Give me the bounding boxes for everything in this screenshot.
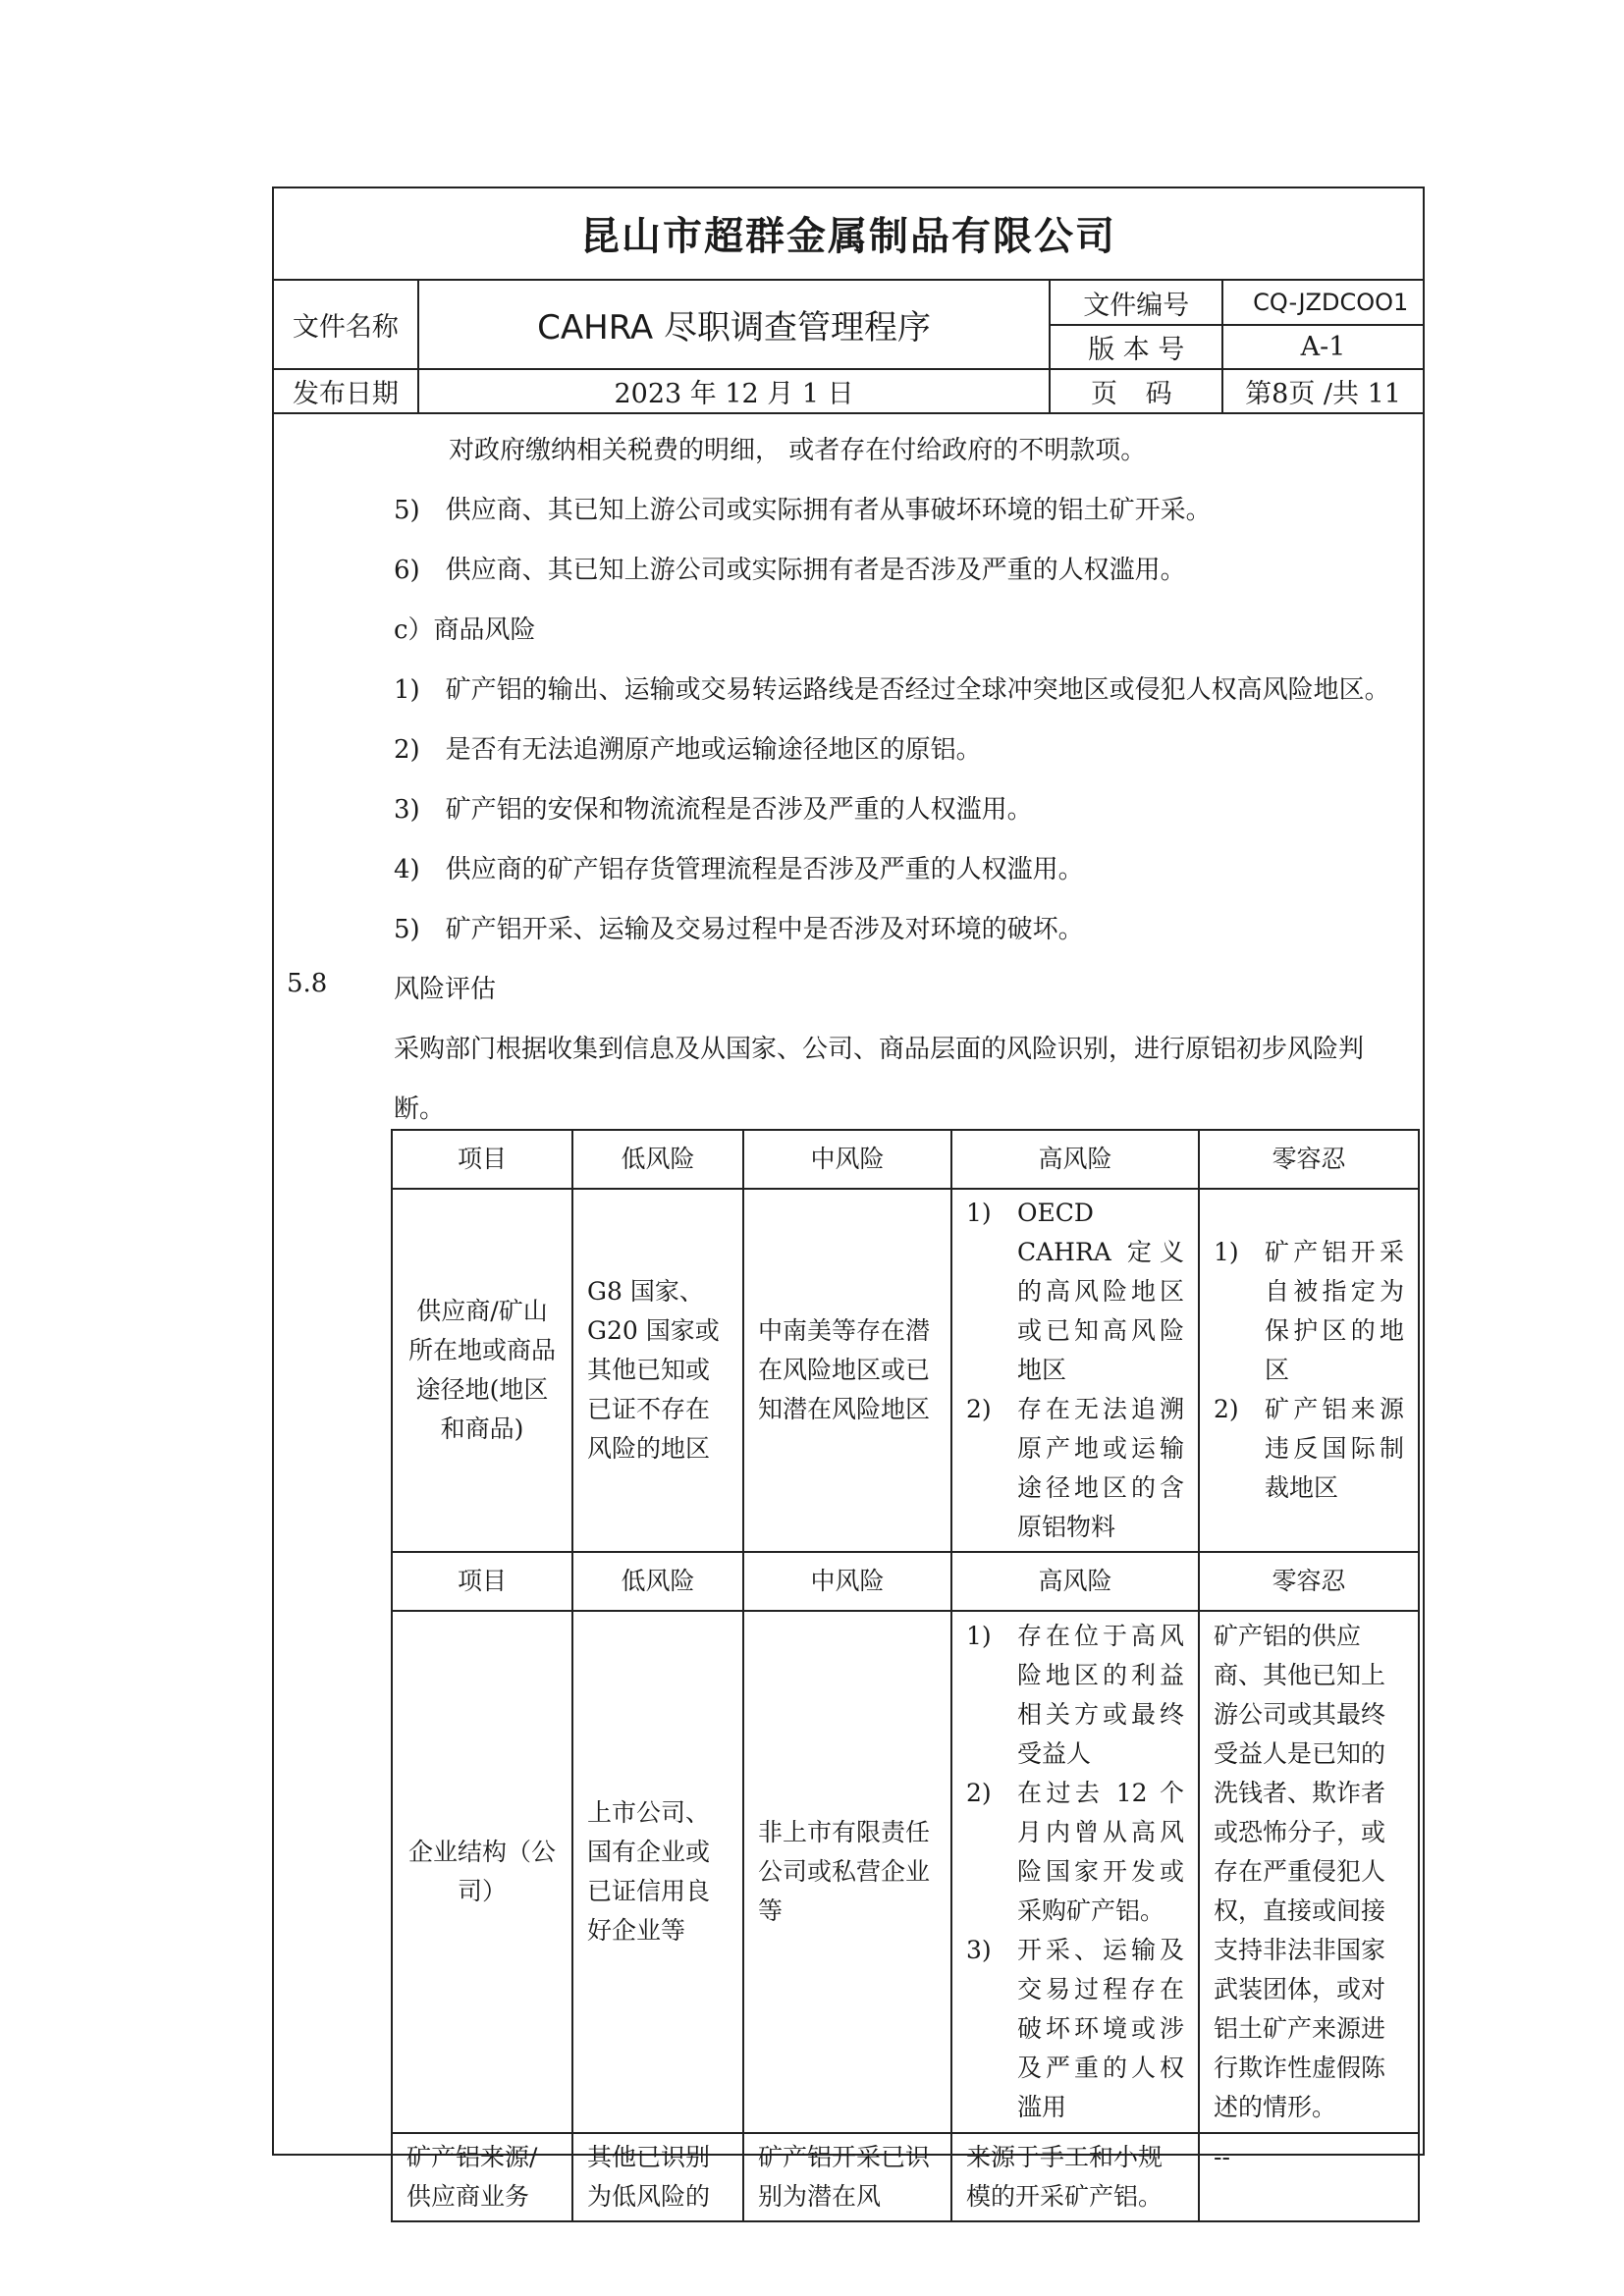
list-item: 2) 存在无法追溯原产地或运输途径地区的含原铝物料: [966, 1395, 1184, 1541]
high-risk-cell: 来源于手工和小规模的开采矿产铝。: [951, 2133, 1199, 2221]
column-header-zero-tolerance: 零容忍: [1199, 1130, 1419, 1189]
body-line: 4) 供应商的矿产铝存货管理流程是否涉及严重的人权滥用。: [394, 855, 1084, 884]
column-header-high-risk: 高风险: [951, 1552, 1199, 1611]
list-item: 2) 在过去 12 个月内曾从高风险国家开发或采购矿产铝。: [966, 1779, 1184, 1925]
body-line: 5) 供应商、其已知上游公司或实际拥有者从事破坏环境的铝土矿开采。: [394, 496, 1212, 525]
column-header-high-risk: 高风险: [951, 1130, 1199, 1189]
list-item: 1) OECD CAHRA 定义的高风险地区或已知高风险地区: [966, 1199, 1184, 1384]
body-line: 2) 是否有无法追溯原产地或运输途径地区的原铝。: [394, 735, 982, 765]
body-line: 6) 供应商、其已知上游公司或实际拥有者是否涉及严重的人权滥用。: [394, 556, 1186, 585]
column-header-medium-risk: 中风险: [743, 1130, 951, 1189]
table-row: [392, 1611, 1419, 2133]
high-risk-cell: [951, 1611, 1199, 2133]
list-item: 2) 矿产铝来源违反国际制裁地区: [1214, 1395, 1404, 1502]
medium-risk-cell: 非上市有限责任公司或私营企业等: [743, 1611, 951, 2133]
row-item-source: 矿产铝来源/供应商业务: [392, 2133, 572, 2221]
column-header-item: 项目: [392, 1130, 572, 1189]
column-header-low-risk: 低风险: [572, 1130, 743, 1189]
doc-number-label: 文件编号: [1050, 280, 1222, 325]
doc-number: CQ-JZDCOO1: [1222, 280, 1424, 325]
doc-title: CAHRA 尽职调查管理程序: [418, 280, 1051, 369]
body-line: 1) 矿产铝的输出、运输或交易转运路线是否经过全球冲突地区或侵犯人权高风险地区。: [394, 675, 1390, 705]
row-item-structure: 企业结构（公司）: [392, 1611, 572, 2133]
paragraph-line: 采购部门根据收集到信息及从国家、公司、商品层面的风险识别，进行原铝初步风险判: [394, 1035, 1365, 1064]
list-item: 1) 矿产铝开采自被指定为保护区的地区: [1214, 1238, 1404, 1384]
medium-risk-cell: 矿产铝开采已识别为潜在风: [743, 2133, 951, 2221]
document-header-table: [272, 279, 1425, 414]
list-item: 1) 存在位于高风险地区的利益相关方或最终受益人: [966, 1622, 1184, 1768]
table-row: [392, 2133, 1419, 2221]
low-risk-cell: 上市公司、国有企业或已证信用良好企业等: [572, 1611, 743, 2133]
low-risk-cell: 其他已识别为低风险的: [572, 2133, 743, 2221]
paragraph-line: 断。: [394, 1095, 446, 1124]
risk-assessment-table: [391, 1129, 1420, 2222]
table-row: [392, 1189, 1419, 1552]
medium-risk-cell: 中南美等存在潜在风险地区或已知潜在风险地区: [743, 1189, 951, 1552]
doc-name-label: 文件名称: [273, 280, 418, 369]
column-header-item: 项目: [392, 1552, 572, 1611]
low-risk-cell: G8 国家、G20 国家或其他已知或已证不存在风险的地区: [572, 1189, 743, 1552]
body-line: 3) 矿产铝的安保和物流流程是否涉及严重的人权滥用。: [394, 795, 1033, 825]
body-line: c）商品风险: [394, 615, 536, 645]
body-line: 对政府缴纳相关税费的明细， 或者存在付给政府的不明款项。: [449, 436, 1147, 465]
zero-tolerance-cell: 矿产铝的供应商、其他已知上游公司或其最终受益人是已知的洗钱者、欺诈者或恐怖分子，或存在严重侵犯人权，直接或间接支持非法非国家武装团体，或对铝土矿产来源进行欺诈性虚假陈述的情形。: [1199, 1611, 1419, 2133]
section-title: 风险评估: [394, 975, 497, 1004]
column-header-low-risk: 低风险: [572, 1552, 743, 1611]
version-label: 版 本 号: [1050, 325, 1222, 369]
release-date-label: 发布日期: [273, 369, 418, 413]
column-header-zero-tolerance: 零容忍: [1199, 1552, 1419, 1611]
zero-tolerance-cell: --: [1199, 2133, 1419, 2221]
company-name: 昆山市超群金属制品有限公司: [580, 213, 1116, 259]
zero-tolerance-cell: [1199, 1189, 1419, 1552]
high-risk-cell: [951, 1189, 1199, 1552]
column-header-medium-risk: 中风险: [743, 1552, 951, 1611]
version-value: A-1: [1222, 325, 1424, 369]
row-item-location: 供应商/矿山所在地或商品途径地(地区和商品): [392, 1189, 572, 1552]
page-label: 页 码: [1050, 369, 1222, 413]
list-item: 3) 开采、运输及交易过程存在破坏环境或涉及严重的人权滥用: [966, 1936, 1184, 2121]
section-number: 5.8: [287, 969, 328, 998]
page-number: 第8页 /共 11: [1222, 369, 1424, 413]
body-line: 5) 矿产铝开采、运输及交易过程中是否涉及对环境的破坏。: [394, 915, 1084, 944]
release-date: 2023 年 12 月 1 日: [418, 369, 1051, 413]
